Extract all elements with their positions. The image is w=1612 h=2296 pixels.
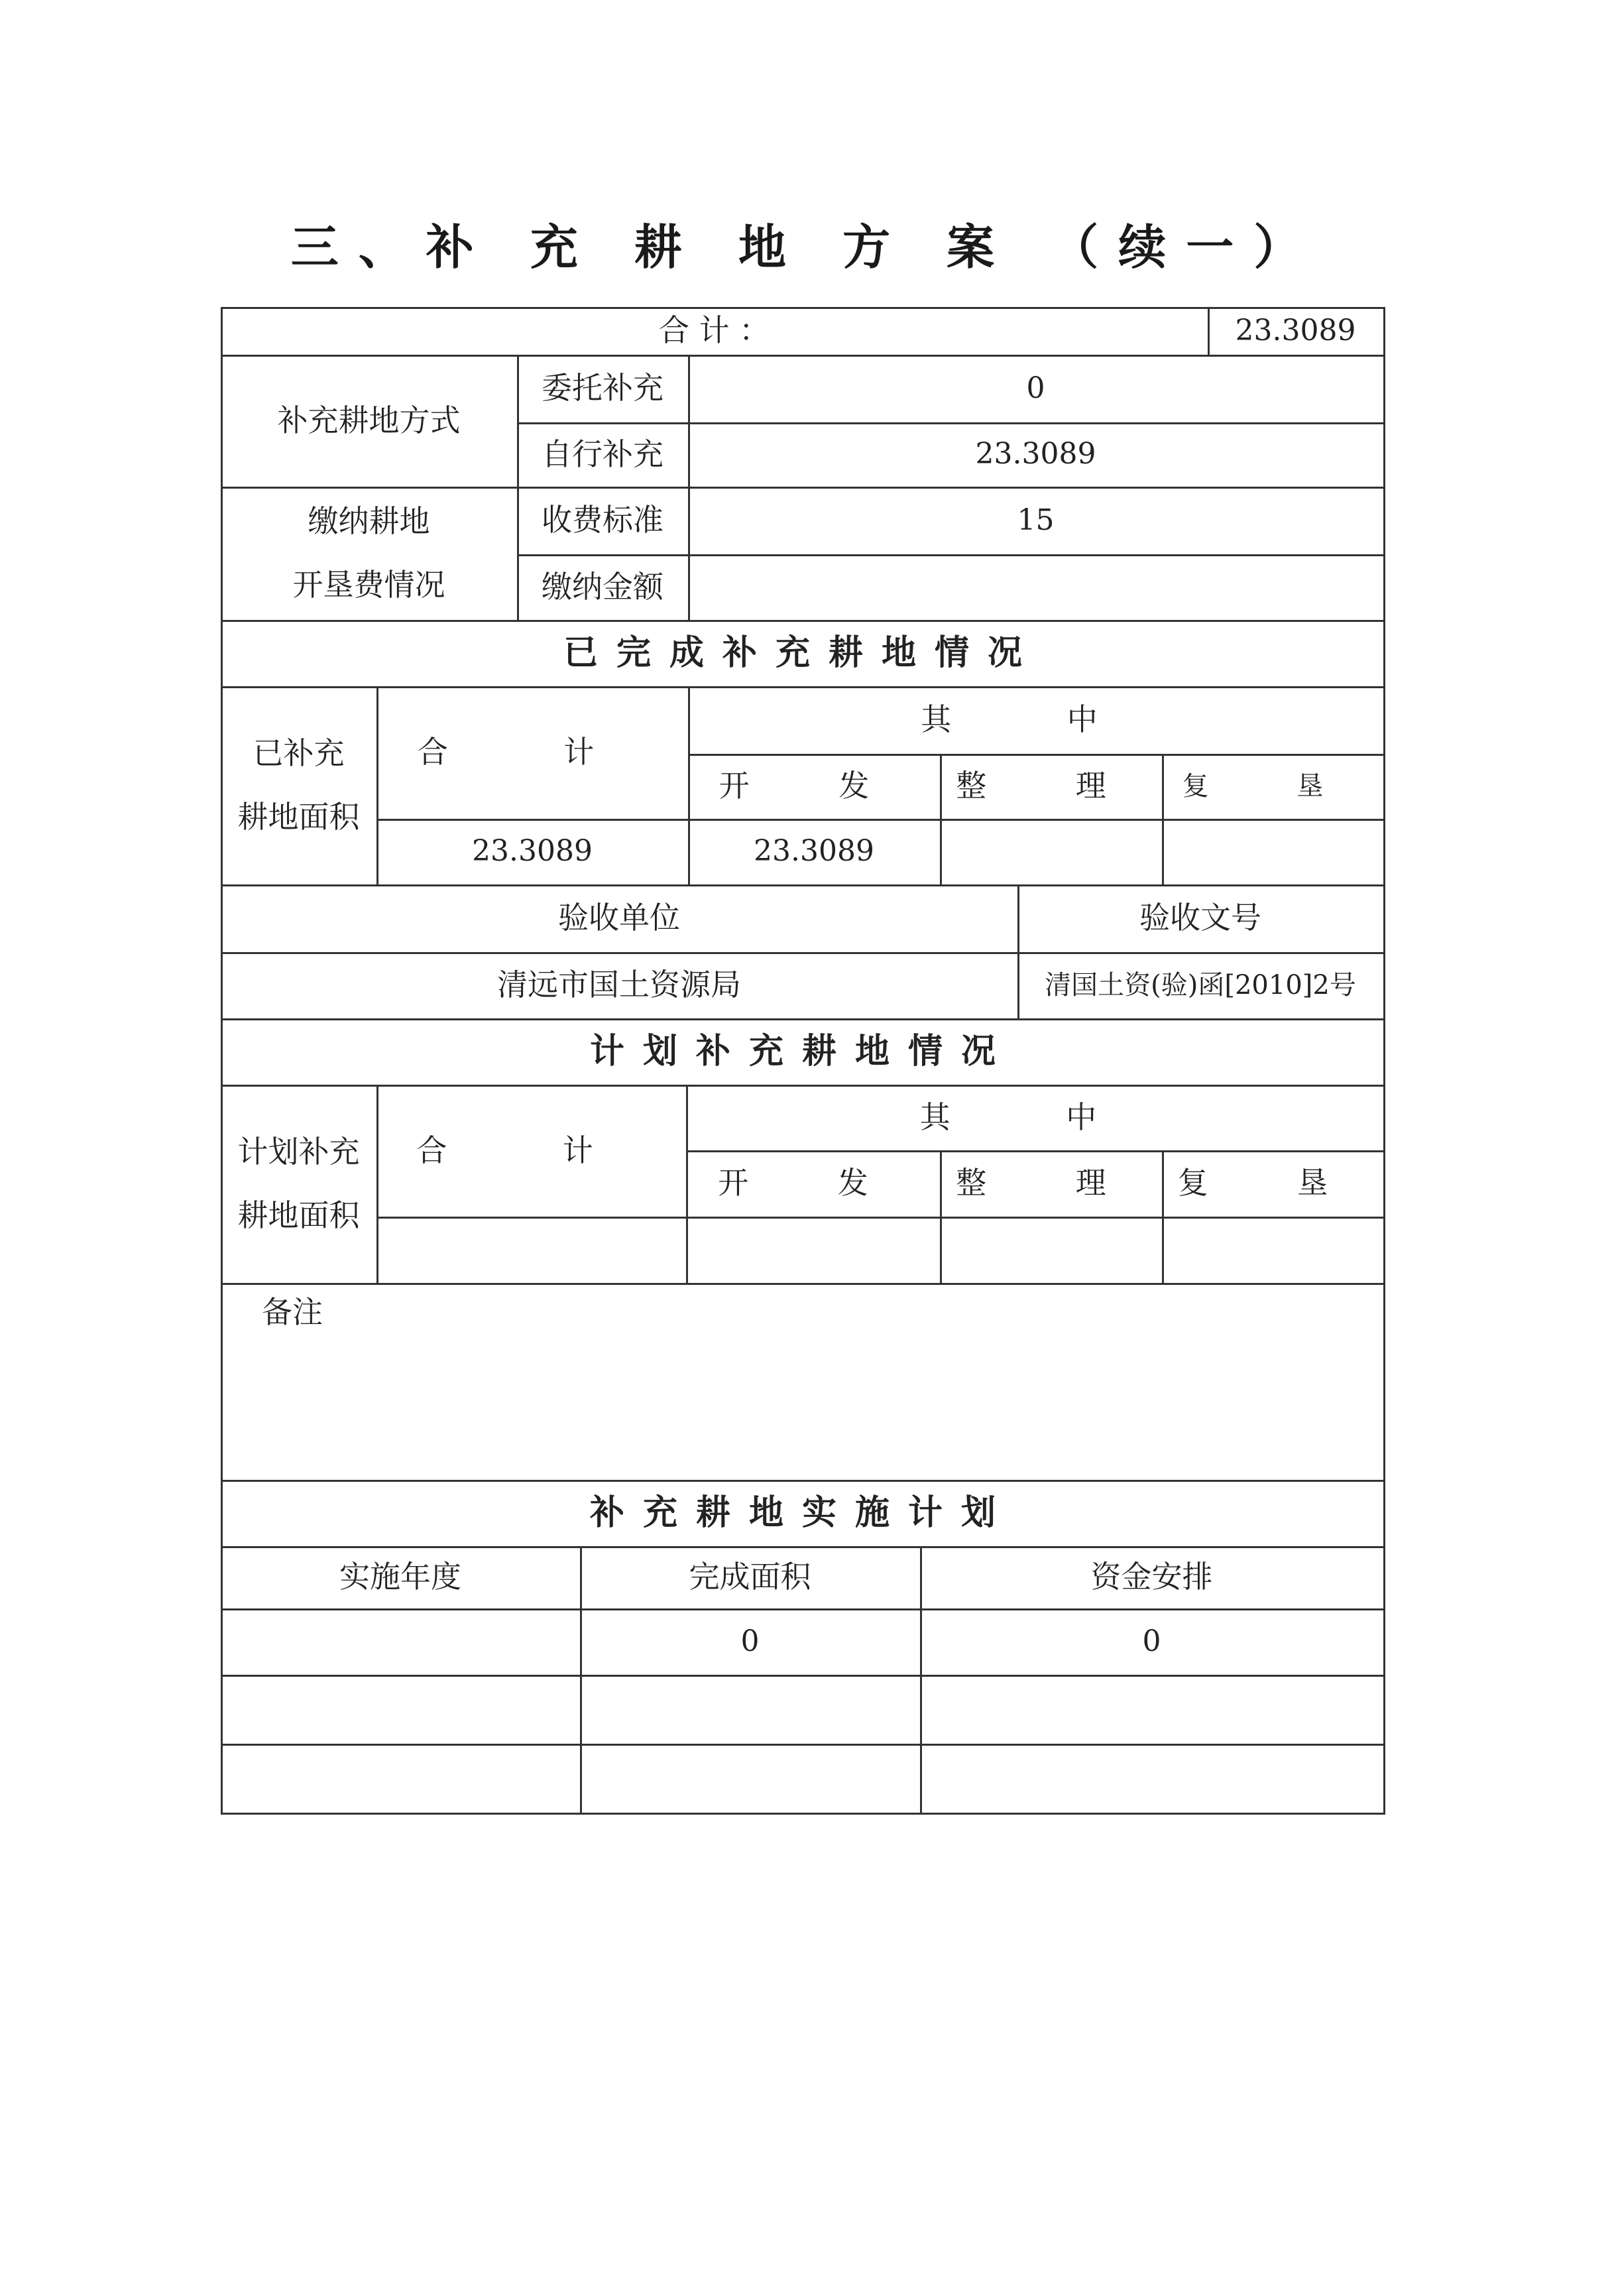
planned-develop-header: 开 发 — [718, 1165, 908, 1201]
completed-develop-value: 23.3089 — [754, 834, 874, 869]
acceptance-unit-header: 验收单位 — [558, 900, 680, 936]
completed-reclaim-header: 复 垦 — [1182, 771, 1363, 802]
area-header: 完成面积 — [689, 1559, 811, 1595]
self-value: 23.3089 — [975, 437, 1096, 471]
fee-label — [221, 487, 517, 620]
fee-amount-label: 缴纳金额 — [542, 568, 663, 605]
planned-reclaim-header: 复 垦 — [1177, 1165, 1368, 1201]
planned-row-label-line2: 耕地面积 — [237, 1197, 360, 1233]
completed-arrange-header: 整 理 — [956, 768, 1146, 804]
table-line — [1383, 307, 1385, 1815]
implementation-area-cell: 0 — [740, 1624, 760, 1658]
year-header: 实施年度 — [339, 1559, 461, 1595]
completed-section-title: 已完成补充耕地情况 — [563, 633, 1041, 673]
total-value: 23.3089 — [1235, 313, 1356, 347]
planned-arrange-header: 整 理 — [956, 1165, 1146, 1201]
fee-standard-value: 15 — [1017, 503, 1055, 537]
completed-total-header: 合 计 — [417, 734, 648, 770]
table-line — [376, 1217, 1385, 1219]
implementation-year-cell — [221, 1608, 580, 1675]
fee-standard-label: 收费标准 — [542, 502, 663, 538]
completed-reclaim-value — [1162, 819, 1383, 884]
planned-among-header: 其 中 — [919, 1099, 1150, 1135]
fee-label-line1: 缴纳耕地 — [308, 503, 430, 540]
completed-row-label — [221, 686, 376, 884]
table-line — [221, 1283, 1385, 1285]
method-label: 补充耕地方式 — [277, 402, 461, 438]
remarks-label: 备注 — [262, 1294, 323, 1331]
completed-row-label-line2: 耕地面积 — [237, 798, 360, 835]
fee-label-line2: 开垦费情况 — [292, 566, 445, 603]
acceptance-doc-value: 清国土资(验)函[2010]2号 — [1045, 970, 1356, 1000]
planned-total-header: 合 计 — [416, 1132, 646, 1168]
implementation-fund-cell: 0 — [1142, 1624, 1161, 1658]
self-label: 自行补充 — [542, 436, 663, 472]
completed-among-header: 其 中 — [921, 701, 1151, 738]
implementation-year-cell — [221, 1675, 580, 1744]
total-label: 合 计 ： — [658, 312, 770, 349]
planned-row-label-line1: 计划补充 — [237, 1134, 360, 1170]
implementation-year-cell — [221, 1744, 580, 1813]
entrusted-label: 委托补充 — [542, 370, 663, 406]
completed-develop-header: 开 发 — [719, 768, 909, 804]
entrusted-value: 0 — [1026, 371, 1045, 405]
acceptance-doc-header: 验收文号 — [1139, 900, 1261, 936]
completed-arrange-value — [940, 819, 1162, 884]
planned-row-label — [221, 1085, 376, 1283]
implementation-area-cell — [580, 1744, 920, 1813]
page-title: 三、补 充 耕 地 方 案 （续一） — [290, 219, 1322, 275]
completed-total-value: 23.3089 — [472, 834, 593, 869]
planned-section-title: 计划补充耕地情况 — [589, 1031, 1014, 1071]
acceptance-unit-value: 清远市国土资源局 — [497, 967, 741, 1003]
implementation-fund-cell — [920, 1744, 1383, 1813]
fee-amount-value — [688, 554, 1383, 620]
implementation-section-title: 补充耕地实施计划 — [589, 1492, 1014, 1533]
table-line — [221, 1813, 1385, 1815]
implementation-fund-cell — [920, 1675, 1383, 1744]
fund-header: 资金安排 — [1090, 1559, 1213, 1595]
completed-row-label-line1: 已补充 — [253, 735, 345, 772]
implementation-area-cell — [580, 1675, 920, 1744]
